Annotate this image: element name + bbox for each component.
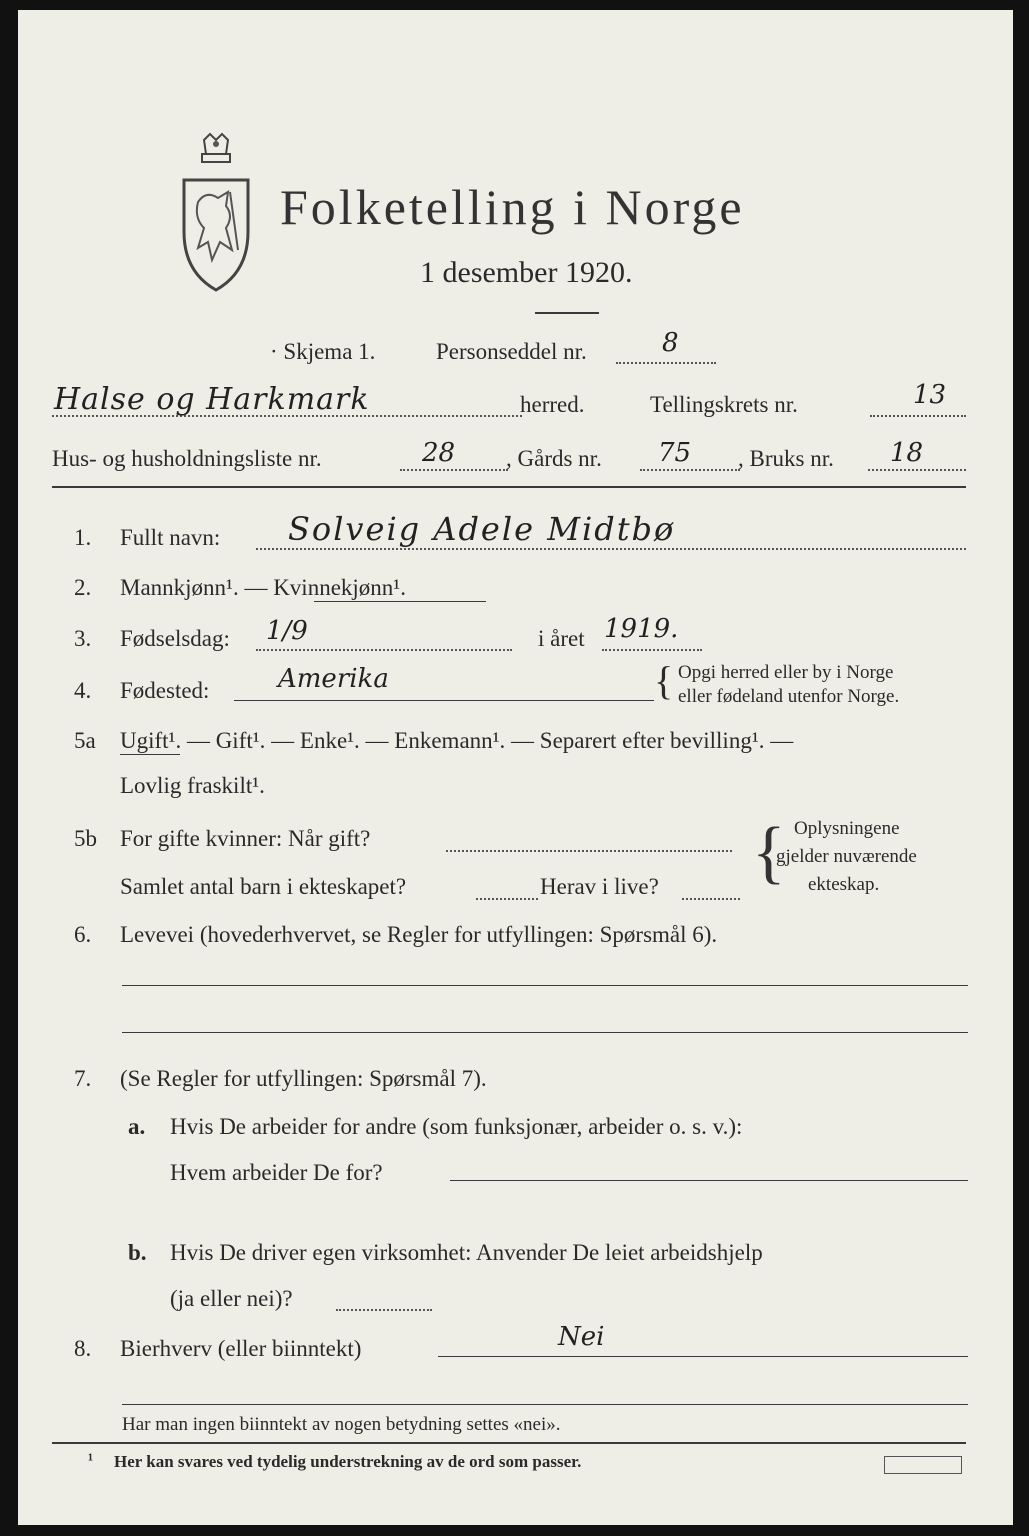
gards-value: 75	[658, 438, 692, 468]
children-alive-field[interactable]	[682, 898, 740, 900]
section-divider	[52, 486, 966, 488]
employer-label: Hvem arbeider De for?	[170, 1160, 383, 1185]
q2-sex-options: Mannkjønn¹. — Kvinnekjønn¹.	[120, 575, 406, 600]
tellingskrets-value: 13	[913, 380, 947, 410]
occupation-label: Levevei (hovederhvervet, se Regler for utfyllingen: Spørsmål 6).	[120, 922, 718, 947]
q7a-question: Hvis De arbeider for andre (som funksjonær, arbeider o. s. v.):	[170, 1114, 743, 1139]
birthplace-value: Amerika	[278, 664, 389, 694]
q3-label: Fødselsdag:	[120, 626, 230, 651]
q3-number: 3.	[74, 626, 92, 651]
gards-label: , Gårds nr.	[506, 446, 602, 471]
census-date: 1 desember 1920.	[420, 256, 633, 289]
brace: {	[654, 658, 674, 703]
coat-of-arms-icon	[176, 132, 256, 292]
q7a-letter: a.	[128, 1114, 146, 1139]
q6-number: 6.	[74, 922, 92, 947]
occupation-field-1[interactable]	[122, 985, 968, 986]
q7b-letter: b.	[128, 1240, 147, 1265]
q2-number: 2.	[74, 575, 92, 600]
hus-label: Hus- og husholdningsliste nr.	[52, 446, 322, 471]
gards-field[interactable]	[640, 469, 740, 471]
q1-label: Fullt navn:	[120, 525, 221, 550]
q7-number: 7.	[74, 1066, 92, 1091]
birthday-value: 1/9	[266, 616, 308, 646]
q4-label: Fødested:	[120, 678, 210, 703]
bruks-value: 18	[890, 438, 924, 468]
personseddel-field[interactable]	[616, 362, 716, 364]
herred-value: Halse og Harkmark	[54, 382, 370, 417]
children-alive-label: Herav i live?	[540, 874, 659, 899]
q1-number: 1.	[74, 525, 92, 550]
footnote-text: Her kan svares ved tydelig understrekning av de ord som passer.	[114, 1452, 582, 1471]
side-income-value: Nei	[558, 1322, 605, 1352]
occupation-field-2[interactable]	[122, 1032, 968, 1033]
marriage-note-2: gjelder nuværende	[776, 846, 917, 867]
birthday-field[interactable]	[256, 649, 512, 651]
married-when-label: For gifte kvinner: Når gift?	[120, 826, 371, 851]
bruks-label: , Bruks nr.	[738, 446, 834, 471]
q8-number: 8.	[74, 1336, 92, 1361]
hired-help-label: (ja eller nei)?	[170, 1286, 293, 1311]
children-count-label: Samlet antal barn i ekteskapet?	[120, 874, 407, 899]
title-rule	[535, 312, 599, 314]
side-income-field-2[interactable]	[122, 1404, 968, 1405]
full-name-value: Solveig Adele Midtbø	[288, 510, 676, 548]
hired-help-field[interactable]	[336, 1309, 432, 1311]
marital-options-2: Lovlig fraskilt¹.	[120, 773, 265, 798]
printer-stamp	[884, 1456, 962, 1474]
q5a-number: 5a	[74, 728, 96, 753]
tellingskrets-field[interactable]	[870, 415, 966, 417]
hus-field[interactable]	[400, 469, 508, 471]
marital-options: Ugift¹. — Gift¹. — Enke¹. — Enkemann¹. — Separert efter bevilling¹. —	[120, 728, 794, 753]
brace-large: {	[752, 814, 786, 891]
herred-label: herred.	[520, 392, 585, 417]
marriage-note-1: Oplysningene	[794, 818, 900, 839]
footnote-divider	[52, 1442, 966, 1444]
birthplace-note-2: eller fødeland utenfor Norge.	[678, 686, 900, 707]
children-count-field[interactable]	[476, 898, 538, 900]
personseddel-label: Personseddel nr.	[436, 339, 587, 364]
birth-year-field[interactable]	[602, 649, 702, 651]
birth-year-value: 1919.	[604, 614, 679, 644]
employer-field[interactable]	[450, 1180, 968, 1181]
kvinnekjonn-underline	[314, 601, 486, 602]
q4-number: 4.	[74, 678, 92, 703]
no-income-note: Har man ingen biinntekt av nogen betydning settes «nei».	[122, 1414, 561, 1435]
ugift-underline	[120, 754, 180, 755]
tellingskrets-label: Tellingskrets nr.	[650, 392, 798, 417]
full-name-field[interactable]	[256, 548, 966, 550]
q7b-question: Hvis De driver egen virksomhet: Anvender De leiet arbeidshjelp	[170, 1240, 763, 1265]
q7-label: (Se Regler for utfyllingen: Spørsmål 7).	[120, 1066, 487, 1091]
side-income-label: Bierhverv (eller biinntekt)	[120, 1336, 362, 1361]
skjema-label: · Skjema 1.	[270, 339, 376, 364]
q5b-number: 5b	[74, 826, 97, 851]
birthplace-note-1: Opgi herred eller by i Norge	[678, 662, 894, 683]
form-title: Folketelling i Norge	[280, 179, 745, 235]
married-when-field[interactable]	[446, 850, 732, 852]
birthplace-field[interactable]	[234, 700, 654, 701]
personseddel-value: 8	[662, 328, 679, 358]
side-income-field[interactable]	[438, 1356, 968, 1357]
marriage-note-3: ekteskap.	[808, 874, 880, 895]
bruks-field[interactable]	[868, 469, 966, 471]
census-form-page	[18, 10, 1013, 1525]
footnote-mark: ¹	[88, 1450, 94, 1469]
year-label: i året	[538, 626, 585, 651]
hus-value: 28	[422, 438, 456, 468]
